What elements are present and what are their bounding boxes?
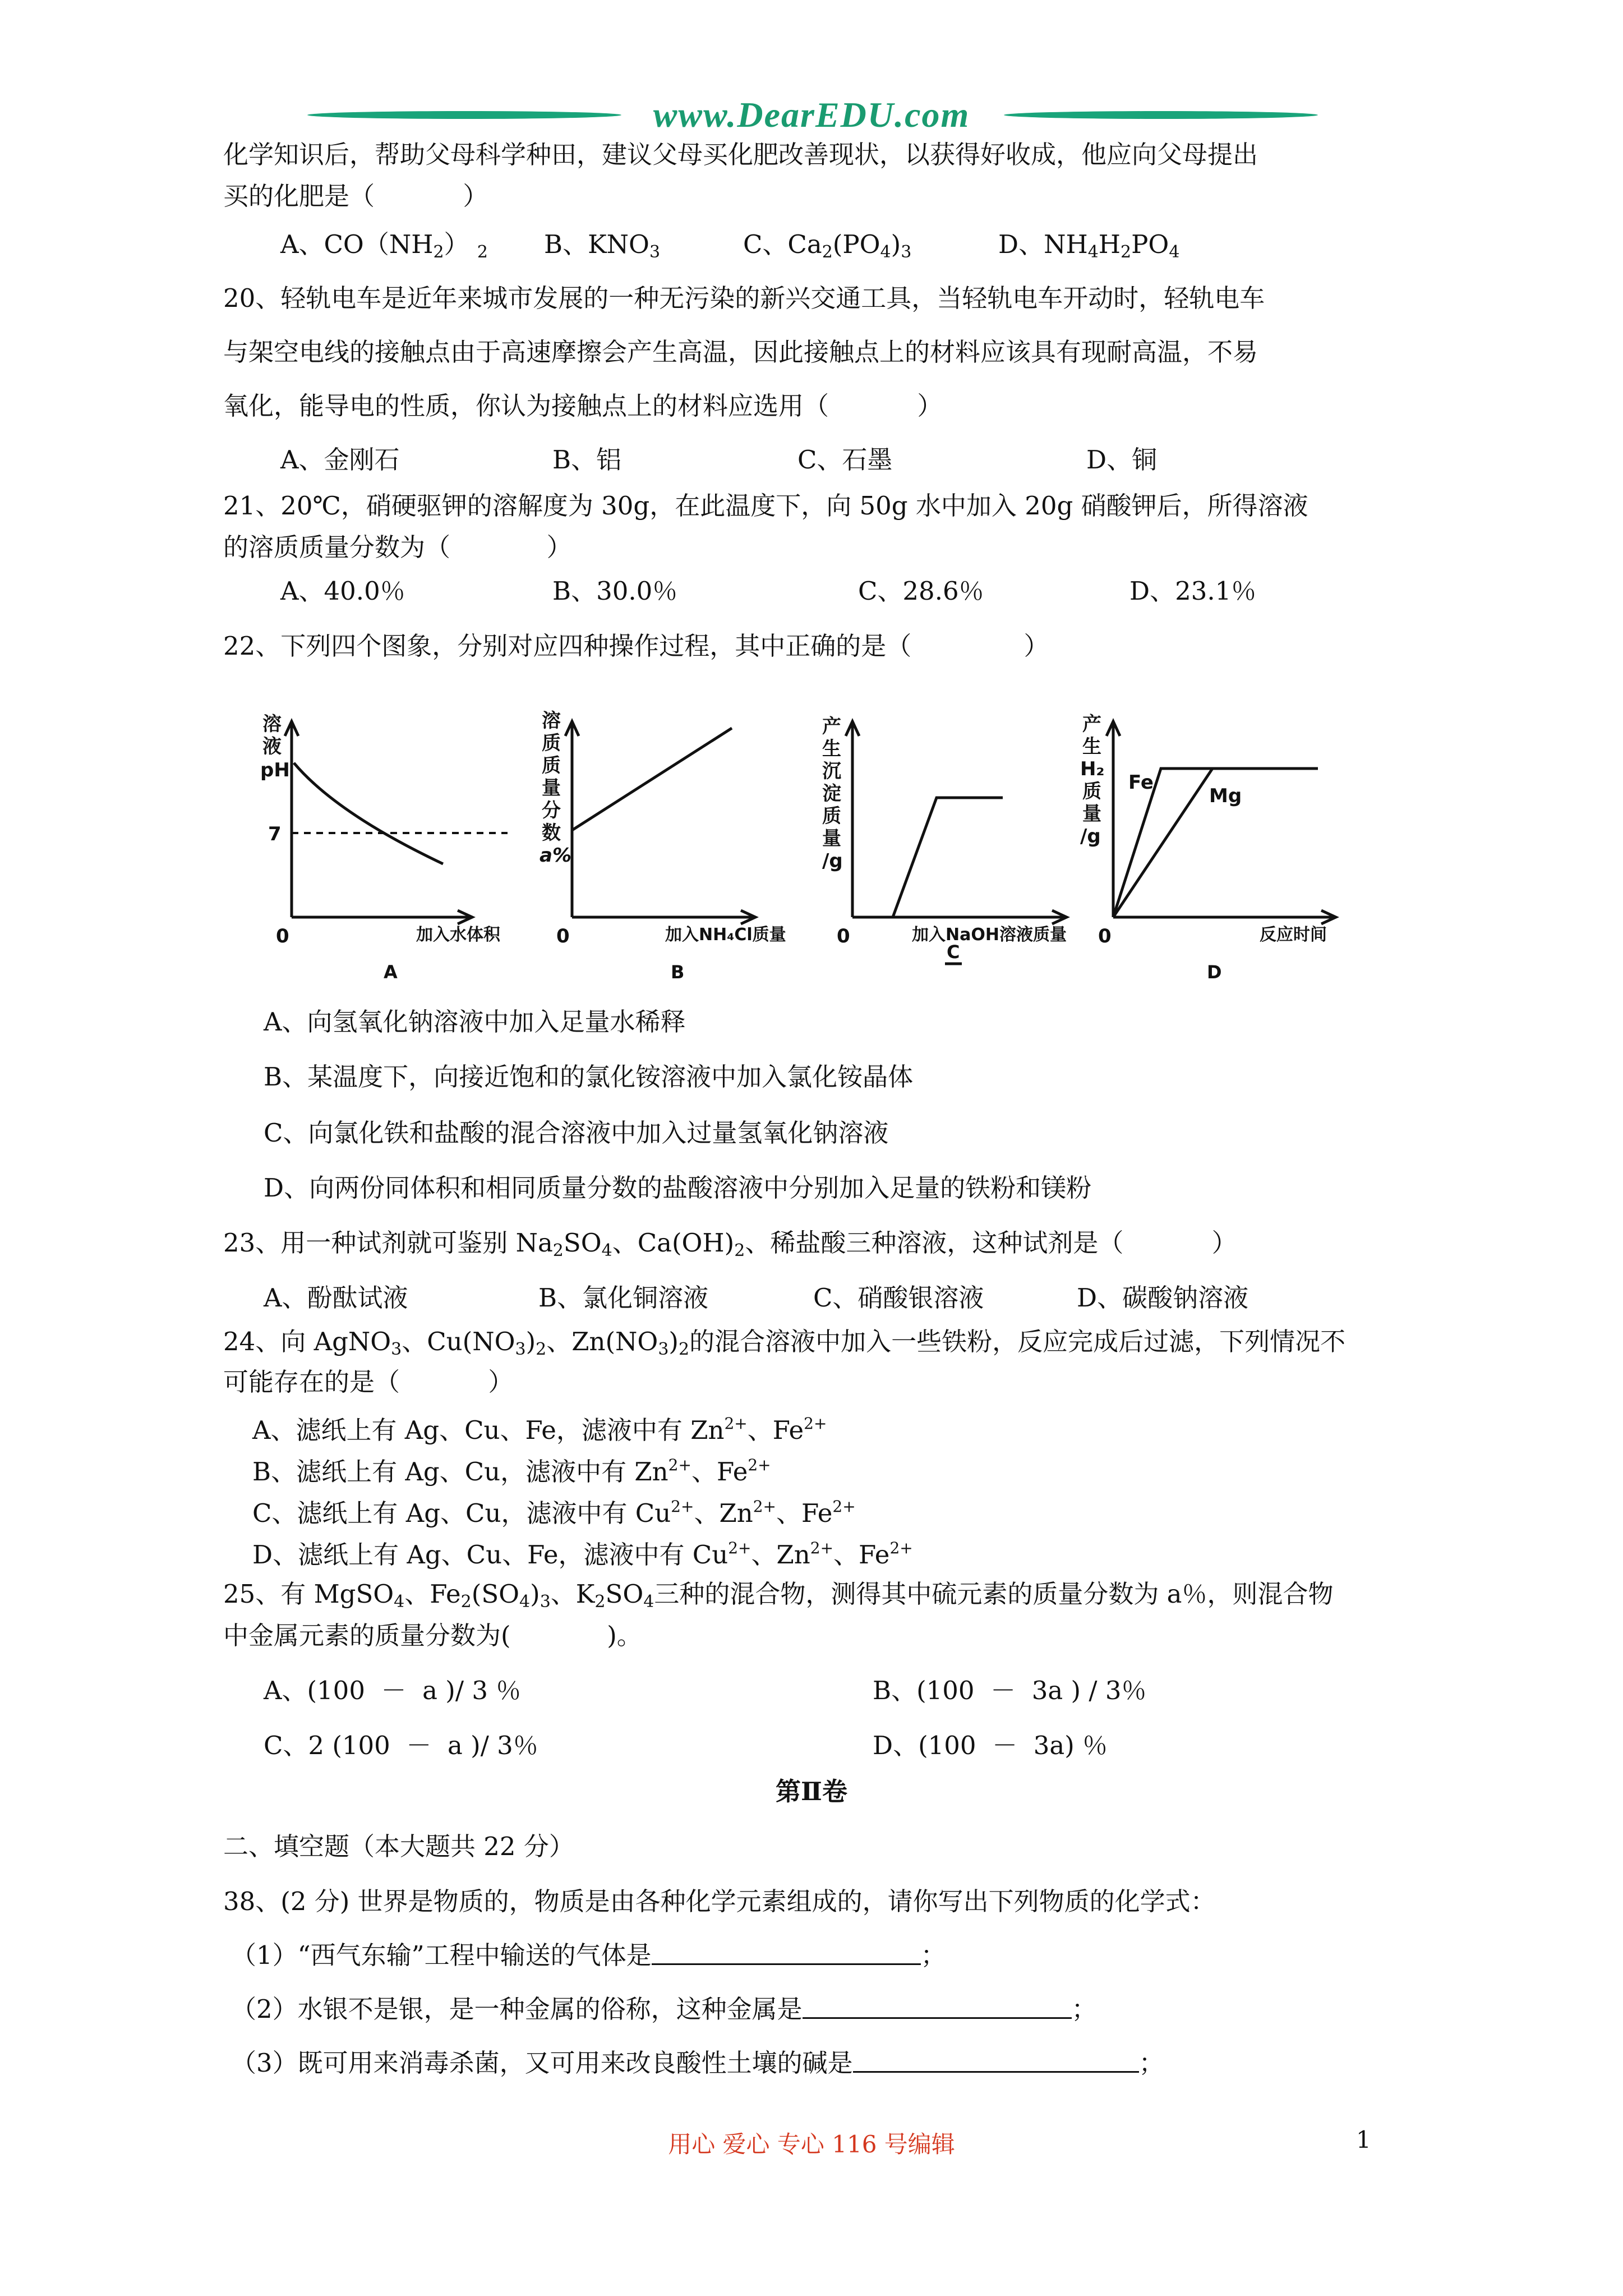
q38-item-2: （2）水银不是银，是一种金属的俗称，这种金属是 ； (231, 1993, 1097, 2026)
graph-b-ylabel-5: 分 (542, 799, 561, 822)
graph-b-ylabel-7: a% (540, 844, 572, 867)
graph-d-fe-label: Fe (1128, 771, 1154, 794)
graph-d-mg-label: Mg (1209, 785, 1242, 807)
q23-option-d: D、碳酸钠溶液 (1077, 1283, 1249, 1313)
graph-c-xlabel: 加入NaOH溶液质量 (912, 925, 1067, 945)
graph-b-origin: 0 (556, 925, 570, 947)
q21-line1: 21、20℃，硝硬驱钾的溶解度为 30g，在此温度下，向 50g 水中加入 20g 硝酸钾后，所得溶液 (223, 491, 1308, 521)
q20-option-c: C、石墨 (797, 445, 893, 475)
graph-a-ref-7: 7 (268, 823, 282, 845)
q19-option-a: A、$CO(NH_2)$ $_2$ (280, 229, 488, 262)
graph-a-ylabel-2: 液 (262, 735, 282, 758)
graph-c-ylabel-3: 沉 (822, 760, 841, 783)
q24-line1: 24、向 AgNO$_3$、$Cu(NO_3)_2$、$Zn(NO_3)_2$的混合溶液中加入一些铁粉，反应完成后过滤，下列情况不 (223, 1327, 1346, 1359)
graph-d-xlabel: 反应时间 (1260, 925, 1327, 945)
graph-d-ylabel-2: 生 (1082, 735, 1101, 758)
q25-option-a: A、(100 － a )/ 3 ％ (264, 1676, 522, 1705)
graph-b-ylabel-1: 溶 (542, 710, 561, 732)
graph-a-xlabel: 加入水体积 (416, 925, 500, 945)
graph-d-origin: 0 (1098, 925, 1112, 947)
q20-line2: 与架空电线的接触点由于高速摩擦会产生高温，因此接触点上的材料应该具有现耐高温，不易 (223, 337, 1258, 367)
q22-option-b: B、某温度下，向接近饱和的氯化铵溶液中加入氯化铵晶体 (264, 1062, 914, 1092)
q38-item-3: （3）既可用来消毒杀菌，又可用来改良酸性土壤的碱是 ； (231, 2046, 1164, 2080)
q21-option-c: C、28.6％ (858, 576, 984, 606)
q25-line2: 中金属元素的质量分数为( )。 (223, 1621, 642, 1650)
q19-line1: 化学知识后，帮助父母科学种田，建议父母买化肥改善现状，以获得好收成，他应向父母提出 (223, 140, 1258, 169)
graph-c-letter: C (947, 941, 960, 963)
graph-a-ylabel-3: pH (260, 759, 290, 781)
graph-d-ylabel-3: H₂ (1080, 758, 1105, 780)
q38-answer-1[interactable] (652, 1939, 921, 1965)
q38-answer-3[interactable] (853, 2046, 1139, 2073)
q23-line1: 23、用一种试剂就可鉴别 $Na_2SO_4$、$Ca(OH)_2$、稀盐酸三种溶液，这种试剂是（ ） (223, 1228, 1237, 1260)
q22-graphs (0, 696, 1623, 987)
q38-line1: 38、(2 分) 世界是物质的，物质是由各种化学元素组成的，请你写出下列物质的化学式： (223, 1887, 1216, 1916)
q24-option-c: C、滤纸上有 Ag、Cu，滤液中有 $Cu^{2+}$、$Zn^{2+}$、$Fe^{2+}$ (252, 1497, 856, 1528)
q25-option-c: C、2 (100 － a )/ 3％ (264, 1731, 538, 1760)
section-heading: 二、填空题（本大题共 22 分） (223, 1832, 574, 1861)
q19-option-d: D、$NH_4H_2PO_4$ (998, 229, 1180, 262)
section-title: 第Ⅱ卷 (776, 1777, 847, 1806)
q19-option-b: B、$KNO_3$ (544, 229, 661, 262)
q23-option-c: C、硝酸银溶液 (813, 1283, 984, 1313)
q20-line1: 20、轻轨电车是近年来城市发展的一种无污染的新兴交通工具，当轻轨电车开动时，轻轨电车 (223, 283, 1265, 313)
graph-b-letter: B (671, 961, 685, 983)
graph-c-ylabel-6: 量 (822, 827, 841, 850)
q24-line2: 可能存在的是（ ） (223, 1367, 514, 1397)
graph-b (565, 721, 755, 924)
graph-b-ylabel-3: 质 (542, 754, 561, 777)
graph-c-origin: 0 (837, 925, 850, 947)
q38-item-1: （1）“西气东输”工程中输送的气体是 ； (231, 1939, 946, 1972)
q22-option-d: D、向两份同体积和相同质量分数的盐酸溶液中分别加入足量的铁粉和镁粉 (264, 1173, 1092, 1203)
graph-c-ylabel-4: 淀 (822, 783, 841, 805)
graph-d-letter: D (1207, 961, 1222, 983)
graph-c-ylabel-1: 产 (822, 715, 841, 738)
q25-option-b: B、(100 － 3a ) / 3％ (873, 1676, 1147, 1705)
graph-d-ylabel-6: /g (1080, 825, 1101, 848)
q20-line3: 氧化，能导电的性质，你认为接触点上的材料应选用（ ） (223, 391, 943, 421)
graph-c-ylabel-2: 生 (822, 738, 841, 760)
graph-c-ylabel-5: 质 (822, 805, 841, 827)
graph-d-ylabel-1: 产 (1082, 713, 1101, 735)
q23-option-b: B、氯化铜溶液 (538, 1283, 709, 1313)
q21-line2: 的溶质质量分数为（ ） (223, 532, 572, 562)
footer-text: 用心 爱心 专心 116 号编辑 (668, 2131, 955, 2158)
site-header: www.DearEDU.com (653, 95, 970, 135)
q25-option-d: D、(100 － 3a) ％ (873, 1731, 1108, 1760)
graph-b-ylabel-2: 质 (542, 732, 561, 754)
graph-d-ylabel-5: 量 (1082, 803, 1101, 825)
graph-a-letter: A (384, 961, 398, 983)
graph-a-ylabel-1: 溶 (262, 713, 282, 735)
q22-option-a: A、向氢氧化钠溶液中加入足量水稀释 (264, 1007, 686, 1037)
q24-option-d: D、滤纸上有 Ag、Cu、Fe，滤液中有 $Cu^{2+}$、$Zn^{2+}$、$Fe^{2+}$ (252, 1539, 913, 1570)
q20-option-a: A、金刚石 (280, 445, 400, 475)
graph-d (1106, 721, 1336, 924)
graph-d-ylabel-4: 质 (1082, 780, 1101, 803)
q21-option-d: D、23.1％ (1129, 576, 1257, 606)
graph-b-ylabel-6: 数 (542, 822, 561, 844)
graph-b-xlabel: 加入NH₄Cl质量 (665, 925, 786, 945)
q24-option-a: A、滤纸上有 Ag、Cu、Fe，滤液中有 $Zn^{2+}$、$Fe^{2+}$ (252, 1414, 827, 1445)
q22-line1: 22、下列四个图象，分别对应四种操作过程，其中正确的是（ ） (223, 631, 1049, 661)
q21-option-a: A、40.0％ (280, 576, 405, 606)
q21-option-b: B、30.0％ (552, 576, 678, 606)
graph-a-origin: 0 (276, 925, 289, 947)
graph-b-ylabel-4: 量 (542, 777, 561, 799)
q38-answer-2[interactable] (803, 1993, 1072, 2019)
q24-option-b: B、滤纸上有 Ag、Cu，滤液中有 $Zn^{2+}$、$Fe^{2+}$ (252, 1456, 771, 1487)
page-number: 1 (1356, 2126, 1371, 2154)
q25-line1: 25、有 MgSO$_4$、$Fe_2(SO_4)_3$、$K_2SO_4$三种的混合物，测得其中硫元素的质量分数为 a％，则混合物 (223, 1579, 1334, 1612)
q19-line2: 买的化肥是（ ） (223, 181, 488, 211)
q19-option-c: C、$Ca_2(PO_4)_3$ (743, 229, 912, 262)
q20-option-d: D、铜 (1086, 445, 1158, 475)
q20-option-b: B、铝 (552, 445, 622, 475)
q23-option-a: A、酚酞试液 (264, 1283, 408, 1313)
graph-a (285, 721, 508, 924)
q22-option-c: C、向氯化铁和盐酸的混合溶液中加入过量氢氧化钠溶液 (264, 1118, 889, 1148)
graph-c-ylabel-7: /g (822, 850, 843, 872)
